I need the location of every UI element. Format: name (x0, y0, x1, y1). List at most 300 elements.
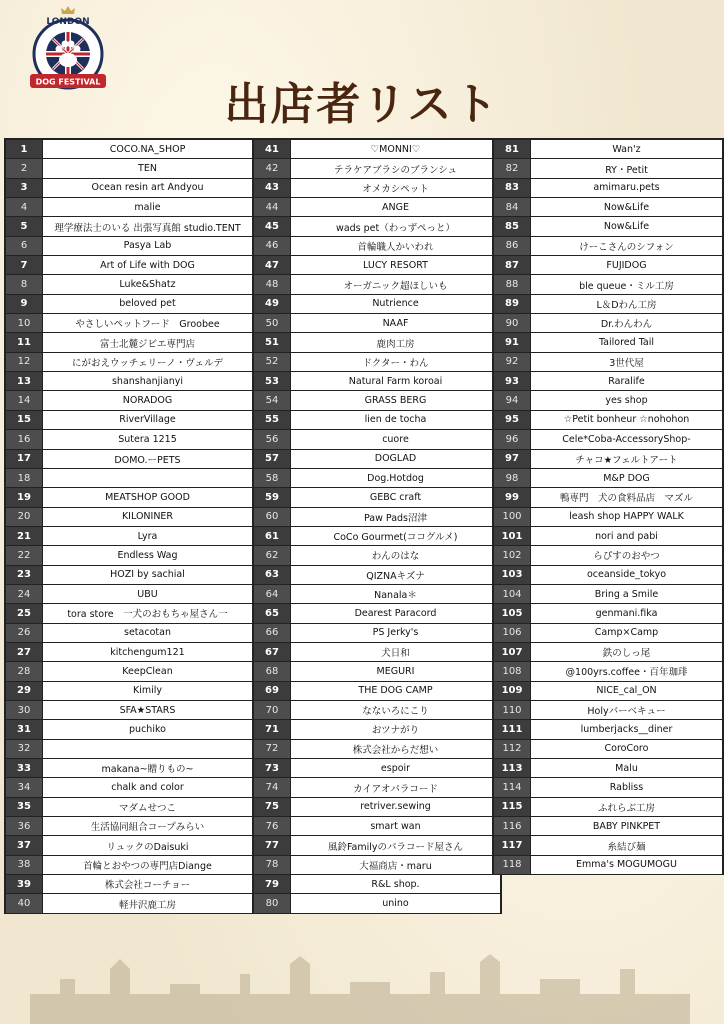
vendor-number: 118 (494, 856, 531, 874)
vendor-row (254, 391, 500, 410)
vendor-name: ble queue・ミル工房 (531, 275, 722, 293)
vendor-name: amimaru.pets (531, 179, 722, 197)
vendor-number: 69 (254, 682, 291, 700)
vendor-name: makana~贈りもの~ (43, 759, 252, 777)
vendor-name: QIZNAキズナ (291, 566, 500, 584)
vendor-name: genmani.fika (531, 604, 722, 622)
vendor-row (254, 682, 500, 701)
vendor-number: 6 (6, 237, 43, 255)
vendor-row (494, 237, 722, 256)
vendor-row (254, 372, 500, 391)
vendor-number: 47 (254, 256, 291, 274)
vendor-row (494, 140, 722, 159)
vendor-number: 50 (254, 314, 291, 332)
vendor-name: Bring a Smile (531, 585, 722, 603)
vendor-row (254, 585, 500, 604)
vendor-number: 72 (254, 740, 291, 758)
vendor-row (254, 759, 500, 778)
vendor-number: 55 (254, 411, 291, 429)
vendor-name: Kimily (43, 682, 252, 700)
vendor-row (494, 372, 722, 391)
vendor-row (254, 817, 500, 836)
vendor-row (254, 256, 500, 275)
vendor-number: 23 (6, 566, 43, 584)
vendor-number: 54 (254, 391, 291, 409)
vendor-row (254, 875, 500, 894)
vendor-number: 26 (6, 624, 43, 642)
vendor-number: 90 (494, 314, 531, 332)
vendor-number: 73 (254, 759, 291, 777)
vendor-row (254, 237, 500, 256)
vendor-name: COCO.NA_SHOP (43, 140, 252, 158)
vendor-row (494, 159, 722, 178)
vendor-name: 株式会社コーチョー (43, 875, 252, 893)
vendor-row (6, 894, 252, 913)
vendor-row (494, 740, 722, 759)
vendor-row (6, 585, 252, 604)
vendor-number: 71 (254, 720, 291, 738)
vendor-name: Rabliss (531, 778, 722, 796)
vendor-name: RiverVillage (43, 411, 252, 429)
vendor-name: SFA★STARS (43, 701, 252, 719)
vendor-name: 大福商店・maru (291, 856, 500, 874)
vendor-row (254, 778, 500, 797)
vendor-name (43, 469, 252, 487)
vendor-number: 37 (6, 836, 43, 854)
vendor-number: 59 (254, 488, 291, 506)
vendor-name: らぴすのおやつ (531, 546, 722, 564)
vendor-number: 65 (254, 604, 291, 622)
vendor-number: 39 (6, 875, 43, 893)
vendor-row (494, 314, 722, 333)
vendor-number: 16 (6, 430, 43, 448)
vendor-name: Cele*Coba-AccessoryShop- (531, 430, 722, 448)
vendor-name: Natural Farm koroai (291, 372, 500, 390)
vendor-name: 首輪職人かいわれ (291, 237, 500, 255)
vendor-name: R&L shop. (291, 875, 500, 893)
vendor-number: 15 (6, 411, 43, 429)
vendor-name: THE DOG CAMP (291, 682, 500, 700)
vendor-row (6, 256, 252, 275)
vendor-name: Tailored Tail (531, 333, 722, 351)
vendor-name: GEBC craft (291, 488, 500, 506)
vendor-row (494, 275, 722, 294)
vendor-name: lien de tocha (291, 411, 500, 429)
vendor-number: 41 (254, 140, 291, 158)
vendor-row (6, 527, 252, 546)
vendor-number: 36 (6, 817, 43, 835)
vendor-number: 12 (6, 353, 43, 371)
vendor-row (254, 411, 500, 430)
vendor-row (6, 159, 252, 178)
vendor-name: やさしいペットフード Groobee (43, 314, 252, 332)
vendor-name: oceanside_tokyo (531, 566, 722, 584)
vendor-row (494, 604, 722, 623)
vendor-row (494, 856, 722, 875)
vendor-row (6, 217, 252, 236)
vendor-row (6, 488, 252, 507)
vendor-row (254, 662, 500, 681)
vendor-row (6, 836, 252, 855)
vendor-number: 107 (494, 643, 531, 661)
vendor-name: 犬日和 (291, 643, 500, 661)
vendor-row (6, 740, 252, 759)
vendor-name: yes shop (531, 391, 722, 409)
vendor-number: 114 (494, 778, 531, 796)
vendor-row (6, 372, 252, 391)
vendor-row (6, 295, 252, 314)
vendor-name: TEN (43, 159, 252, 177)
vendor-name: GRASS BERG (291, 391, 500, 409)
vendor-name: Nanala＊ (291, 585, 500, 603)
vendor-number: 14 (6, 391, 43, 409)
vendor-name: Now&Life (531, 198, 722, 216)
vendor-name: ふれらぶ工房 (531, 798, 722, 816)
vendor-row (6, 720, 252, 739)
vendor-name: KILONINER (43, 508, 252, 526)
svg-text:DOG FESTIVAL: DOG FESTIVAL (35, 77, 101, 87)
vendor-name: 鴨専門 犬の食料品店 マズル (531, 488, 722, 506)
vendor-row (6, 508, 252, 527)
vendor-number: 83 (494, 179, 531, 197)
vendor-name: setacotan (43, 624, 252, 642)
vendor-number: 2 (6, 159, 43, 177)
vendor-row (494, 411, 722, 430)
vendor-number: 87 (494, 256, 531, 274)
vendor-number: 67 (254, 643, 291, 661)
vendor-number: 45 (254, 217, 291, 235)
vendor-number: 103 (494, 566, 531, 584)
vendor-name: smart wan (291, 817, 500, 835)
vendor-number: 56 (254, 430, 291, 448)
vendor-number: 104 (494, 585, 531, 603)
vendor-row (6, 798, 252, 817)
vendor-number: 48 (254, 275, 291, 293)
vendor-number: 7 (6, 256, 43, 274)
vendor-name: M&P DOG (531, 469, 722, 487)
vendor-name: Raralife (531, 372, 722, 390)
vendor-row (6, 643, 252, 662)
page-title: 出店者リスト (224, 79, 500, 130)
vendor-number: 89 (494, 295, 531, 313)
vendor-row (494, 566, 722, 585)
vendor-number: 51 (254, 333, 291, 351)
vendor-row (254, 314, 500, 333)
vendor-name: Dog.Hotdog (291, 469, 500, 487)
vendor-number: 82 (494, 159, 531, 177)
vendor-name: shanshanjianyi (43, 372, 252, 390)
vendor-number: 109 (494, 682, 531, 700)
vendor-number: 74 (254, 778, 291, 796)
vendor-row (254, 546, 500, 565)
vendor-row (254, 624, 500, 643)
vendor-number: 76 (254, 817, 291, 835)
vendor-name: Luke&Shatz (43, 275, 252, 293)
vendor-name: lumberjacks__diner (531, 720, 722, 738)
vendor-number: 96 (494, 430, 531, 448)
vendor-name: ♡MONNI♡ (291, 140, 500, 158)
vendor-name: なないろにこり (291, 701, 500, 719)
vendor-row (494, 527, 722, 546)
vendor-name: カイアオパラコード (291, 778, 500, 796)
vendor-number: 99 (494, 488, 531, 506)
vendor-number: 62 (254, 546, 291, 564)
vendor-row (494, 643, 722, 662)
vendor-row (494, 256, 722, 275)
vendor-row (6, 411, 252, 430)
vendor-number: 111 (494, 720, 531, 738)
svg-text:LONDON: LONDON (46, 17, 90, 27)
vendor-row (6, 430, 252, 449)
vendor-number: 8 (6, 275, 43, 293)
vendor-number: 92 (494, 353, 531, 371)
vendor-number: 44 (254, 198, 291, 216)
vendor-row (254, 430, 500, 449)
vendor-name: Ocean resin art Andyou (43, 179, 252, 197)
vendor-name: BABY PINKPET (531, 817, 722, 835)
vendor-number: 18 (6, 469, 43, 487)
vendor-name: retriver.sewing (291, 798, 500, 816)
vendor-number: 86 (494, 237, 531, 255)
vendor-name: Sutera 1215 (43, 430, 252, 448)
vendor-name: にがおえウッチェリーノ・ヴェルデ (43, 353, 252, 371)
vendor-number: 93 (494, 372, 531, 390)
vendor-name: Art of Life with DOG (43, 256, 252, 274)
vendor-row (494, 798, 722, 817)
vendor-name: Dr.わんわん (531, 314, 722, 332)
vendor-number: 102 (494, 546, 531, 564)
vendor-name: DOGLAD (291, 450, 500, 468)
vendor-number: 1 (6, 140, 43, 158)
vendor-row (494, 701, 722, 720)
vendor-number: 75 (254, 798, 291, 816)
vendor-name: RY・Petit (531, 159, 722, 177)
vendor-name: @100yrs.coffee・百年珈琲 (531, 662, 722, 680)
vendor-name: KeepClean (43, 662, 252, 680)
vendor-name: tora store 一犬のおもちゃ屋さん一 (43, 604, 252, 622)
vendor-name: オメカシペット (291, 179, 500, 197)
vendor-number: 22 (6, 546, 43, 564)
vendor-row (494, 430, 722, 449)
vendor-number: 53 (254, 372, 291, 390)
vendor-name: Dearest Paracord (291, 604, 500, 622)
vendor-number: 84 (494, 198, 531, 216)
vendor-number: 9 (6, 295, 43, 313)
vendor-name: cuore (291, 430, 500, 448)
vendor-number: 68 (254, 662, 291, 680)
vendor-number: 38 (6, 856, 43, 874)
vendor-number: 66 (254, 624, 291, 642)
vendor-name: nori and pabi (531, 527, 722, 545)
vendor-name: Paw Pads沼津 (291, 508, 500, 526)
vendor-row (6, 140, 252, 159)
vendor-row (494, 353, 722, 372)
vendor-row (494, 778, 722, 797)
vendor-number: 11 (6, 333, 43, 351)
vendor-number: 35 (6, 798, 43, 816)
vendor-name: DOMO.ーPETS (43, 450, 252, 468)
vendor-row (254, 740, 500, 759)
vendor-number: 60 (254, 508, 291, 526)
vendor-name: wads pet（わっずぺっと） (291, 217, 500, 235)
vendor-number: 110 (494, 701, 531, 719)
vendor-number: 49 (254, 295, 291, 313)
vendor-number: 34 (6, 778, 43, 796)
vendor-row (254, 894, 500, 913)
vendor-row (6, 469, 252, 488)
vendor-row (6, 546, 252, 565)
vendor-number: 81 (494, 140, 531, 158)
vendor-name: 軽井沢鹿工房 (43, 894, 252, 912)
vendor-row (6, 778, 252, 797)
vendor-number: 3 (6, 179, 43, 197)
vendor-name: チャコ★フェルトアート (531, 450, 722, 468)
vendor-name: CoCo Gourmet(ココグルメ) (291, 527, 500, 545)
vendor-row (254, 295, 500, 314)
vendor-number: 100 (494, 508, 531, 526)
vendor-number: 5 (6, 217, 43, 235)
vendor-name: 首輪とおやつの専門店Diange (43, 856, 252, 874)
vendor-name: UBU (43, 585, 252, 603)
vendor-name: Emma's MOGUMOGU (531, 856, 722, 874)
vendor-name: おツナがり (291, 720, 500, 738)
vendor-row (494, 585, 722, 604)
vendor-list-column-3 (492, 138, 724, 875)
vendor-row (494, 624, 722, 643)
vendor-name: NICE_cal_ON (531, 682, 722, 700)
vendor-number: 80 (254, 894, 291, 912)
vendor-number: 4 (6, 198, 43, 216)
vendor-number: 43 (254, 179, 291, 197)
vendor-row (494, 179, 722, 198)
vendor-row (6, 682, 252, 701)
vendor-number: 28 (6, 662, 43, 680)
vendor-name: 鉄のしっ尾 (531, 643, 722, 661)
vendor-row (254, 333, 500, 352)
vendor-name: 風鈴Familyのパラコード屋さん (291, 836, 500, 854)
vendor-row (6, 237, 252, 256)
vendor-row (254, 198, 500, 217)
vendor-name: Now&Life (531, 217, 722, 235)
vendor-row (6, 662, 252, 681)
vendor-name: PS Jerky's (291, 624, 500, 642)
vendor-number: 21 (6, 527, 43, 545)
vendor-row (494, 720, 722, 739)
vendor-number: 117 (494, 836, 531, 854)
vendor-name: Nutrience (291, 295, 500, 313)
vendor-row (254, 508, 500, 527)
vendor-number: 52 (254, 353, 291, 371)
vendor-number: 94 (494, 391, 531, 409)
vendor-name: kitchengum121 (43, 643, 252, 661)
vendor-name: 3世代屋 (531, 353, 722, 371)
vendor-row (6, 875, 252, 894)
vendor-row (254, 566, 500, 585)
vendor-row (6, 450, 252, 469)
vendor-number: 57 (254, 450, 291, 468)
vendor-row (6, 624, 252, 643)
vendor-row (494, 508, 722, 527)
vendor-number: 115 (494, 798, 531, 816)
vendor-name: MEGURI (291, 662, 500, 680)
vendor-name: beloved pet (43, 295, 252, 313)
vendor-name: オーガニック超ほしいも (291, 275, 500, 293)
vendor-row (494, 450, 722, 469)
vendor-number: 10 (6, 314, 43, 332)
vendor-name: espoir (291, 759, 500, 777)
vendor-number: 105 (494, 604, 531, 622)
vendor-row (494, 836, 722, 855)
vendor-number: 78 (254, 856, 291, 874)
vendor-list-column-1 (4, 138, 254, 914)
vendor-number: 46 (254, 237, 291, 255)
vendor-number: 97 (494, 450, 531, 468)
vendor-name: 生活協同組合コープみらい (43, 817, 252, 835)
vendor-name: unino (291, 894, 500, 912)
vendor-number: 79 (254, 875, 291, 893)
vendor-row (494, 469, 722, 488)
vendor-row (6, 198, 252, 217)
vendor-row (254, 353, 500, 372)
vendor-row (254, 836, 500, 855)
vendor-name: NORADOG (43, 391, 252, 409)
vendor-number: 20 (6, 508, 43, 526)
vendor-number: 17 (6, 450, 43, 468)
vendor-name: 糸結び麺 (531, 836, 722, 854)
vendor-row (254, 720, 500, 739)
vendor-name: ANGE (291, 198, 500, 216)
vendor-name: chalk and color (43, 778, 252, 796)
vendor-row (254, 856, 500, 875)
vendor-name: HOZI by sachial (43, 566, 252, 584)
vendor-row (494, 759, 722, 778)
vendor-number: 95 (494, 411, 531, 429)
vendor-row (254, 643, 500, 662)
vendor-number: 30 (6, 701, 43, 719)
vendor-row (494, 217, 722, 236)
vendor-row (494, 198, 722, 217)
vendor-name: Camp×Camp (531, 624, 722, 642)
vendor-row (494, 333, 722, 352)
vendor-row (494, 295, 722, 314)
vendor-row (6, 275, 252, 294)
vendor-name: ドクター・わん (291, 353, 500, 371)
vendor-name: 鹿肉工房 (291, 333, 500, 351)
vendor-number: 108 (494, 662, 531, 680)
vendor-number: 58 (254, 469, 291, 487)
vendor-number: 88 (494, 275, 531, 293)
vendor-number: 27 (6, 643, 43, 661)
vendor-number: 112 (494, 740, 531, 758)
vendor-number: 85 (494, 217, 531, 235)
vendor-row (494, 662, 722, 681)
vendor-number: 32 (6, 740, 43, 758)
vendor-name: ☆Petit bonheur ☆nohohon (531, 411, 722, 429)
vendor-number: 40 (6, 894, 43, 912)
vendor-row (254, 159, 500, 178)
vendor-name: 株式会社からだ想い (291, 740, 500, 758)
vendor-name: Malu (531, 759, 722, 777)
vendor-name: Lyra (43, 527, 252, 545)
vendor-name: Holyバーベキュー (531, 701, 722, 719)
vendor-row (6, 391, 252, 410)
vendor-name: 理学療法士のいる 出張写真館 studio.TENT (43, 217, 252, 235)
vendor-number: 33 (6, 759, 43, 777)
vendor-row (494, 817, 722, 836)
vendor-number: 24 (6, 585, 43, 603)
vendor-name: マダムせつこ (43, 798, 252, 816)
vendor-name: leash shop HAPPY WALK (531, 508, 722, 526)
